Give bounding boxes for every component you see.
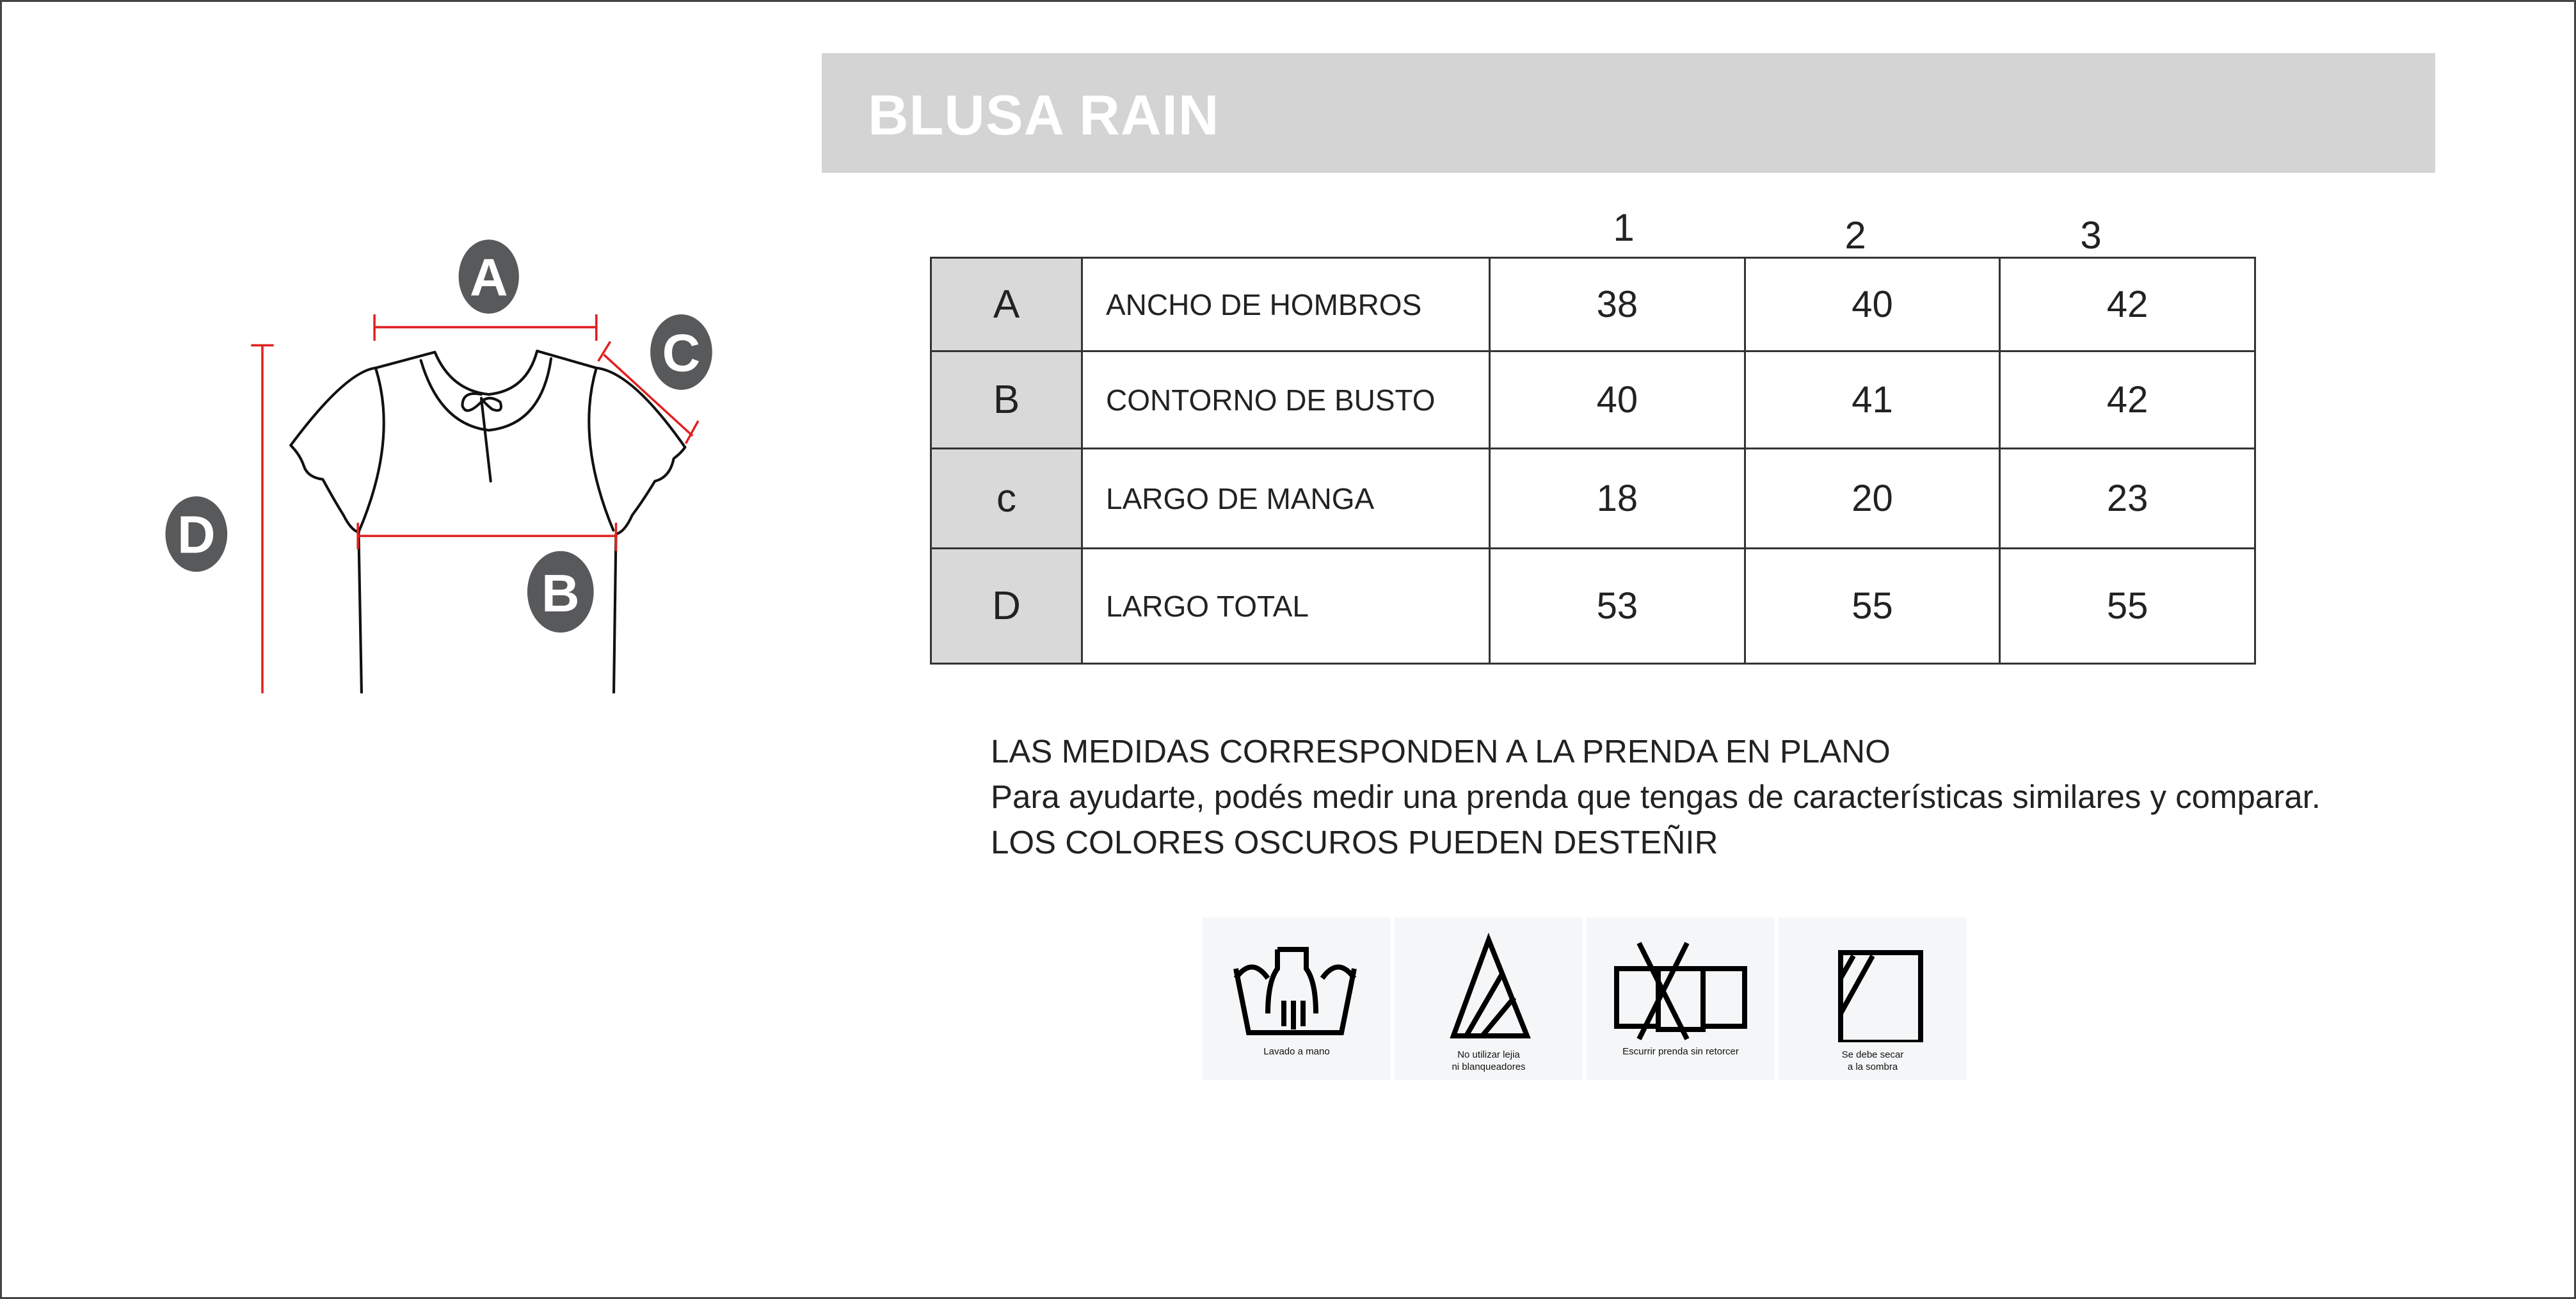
size-header-2: 2 (1844, 214, 1866, 257)
row-label: LARGO TOTAL (1082, 549, 1490, 664)
no-bleach-icon (1418, 930, 1559, 1042)
measure-lines (251, 314, 698, 693)
care-dry-shade (1779, 917, 1967, 1080)
row-key: c (931, 449, 1082, 549)
row-label: ANCHO DE HOMBROS (1082, 258, 1490, 351)
care-caption: No utilizar lejia ni blanqueadores (1452, 1049, 1526, 1072)
note-line: LAS MEDIDAS CORRESPONDEN A LA PRENDA EN PLANO (991, 733, 1891, 770)
table-row (931, 351, 2255, 449)
badge-b: B (541, 564, 580, 624)
care-caption: Se debe secar a la sombra (1841, 1049, 1904, 1072)
row-label: LARGO DE MANGA (1082, 449, 1490, 549)
badge-a: A (469, 248, 508, 307)
title-bar (822, 53, 2435, 173)
note-line: LOS COLORES OSCUROS PUEDEN DESTEÑIR (991, 824, 1718, 860)
size-table (930, 257, 2256, 665)
cell: 20 (1745, 449, 2000, 549)
care-caption: Lavado a mano (1263, 1046, 1330, 1057)
cell: 55 (1745, 549, 2000, 664)
care-instructions (1203, 917, 1967, 1080)
cell: 53 (1490, 549, 1745, 664)
blouse-outline (291, 351, 685, 693)
cell: 55 (2000, 549, 2255, 664)
cell: 38 (1490, 258, 1745, 351)
care-hand-wash (1203, 917, 1391, 1080)
care-caption: Escurrir prenda sin retorcer (1622, 1046, 1739, 1057)
hand-wash-icon (1226, 930, 1367, 1042)
cell: 42 (2000, 258, 2255, 351)
cell: 18 (1490, 449, 1745, 549)
no-wring-icon (1610, 930, 1751, 1042)
cell: 40 (1745, 258, 2000, 351)
size-header-3: 3 (2080, 214, 2102, 257)
measure-badges (165, 239, 712, 633)
product-title: BLUSA RAIN (868, 83, 1220, 147)
dry-in-shade-icon (1802, 930, 1943, 1042)
table-row (931, 549, 2255, 664)
note-line: Para ayudarte, podés medir una prenda que tengas de características similares y comparar. (991, 779, 2321, 815)
cell: 41 (1745, 351, 2000, 449)
row-label: CONTORNO DE BUSTO (1082, 351, 1490, 449)
cell: 23 (2000, 449, 2255, 549)
notes (991, 729, 2321, 865)
cell: 40 (1490, 351, 1745, 449)
cell: 42 (2000, 351, 2255, 449)
care-no-bleach (1395, 917, 1583, 1080)
row-key: B (931, 351, 1082, 449)
size-header-1: 1 (1613, 206, 1635, 249)
badge-c: C (662, 323, 701, 383)
row-key: D (931, 549, 1082, 664)
garment-diagram (149, 213, 738, 693)
badge-d: D (177, 505, 216, 565)
row-key: A (931, 258, 1082, 351)
table-row (931, 449, 2255, 549)
table-row (931, 258, 2255, 351)
care-no-wring (1587, 917, 1775, 1080)
